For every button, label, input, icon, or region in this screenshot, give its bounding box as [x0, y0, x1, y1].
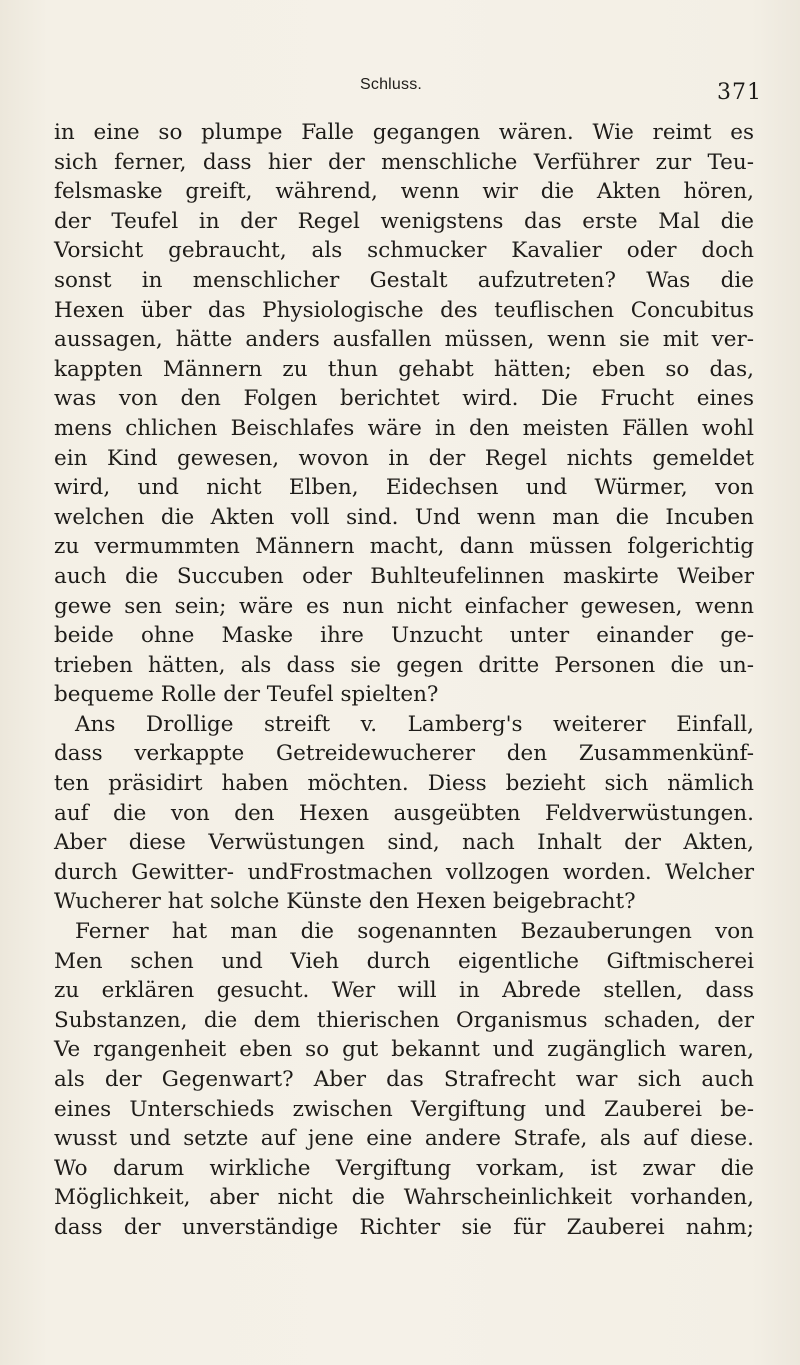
text-line: auf die von den Hexen ausgeübten Feldverwüstungen. [54, 800, 754, 826]
text-line: Substanzen, die dem thierischen Organismus schaden, der [54, 1007, 754, 1033]
text-line: mens chlichen Beischlafes wäre in den meisten Fällen wohl [54, 415, 754, 441]
body-text [54, 118, 754, 1243]
text-line: Ferner hat man die sogenannten Bezauberungen von [75, 919, 754, 945]
page-header [0, 76, 800, 116]
text-line: gewe sen sein; wäre es nun nicht einfacher gewesen, wenn [54, 593, 754, 619]
text-line: als der Gegenwart? Aber das Strafrecht war sich auch [54, 1067, 754, 1092]
text-line: in eine so plumpe Falle gegangen wären. Wie reimt es [54, 120, 754, 145]
text-line: was von den Folgen berichtet wird. Die Frucht eines [54, 386, 754, 412]
text-line: kappten Männern zu thun gehabt hätten; eben so das, [54, 356, 754, 382]
text-line: der Teufel in der Regel wenigstens das erste Mal die [54, 208, 754, 234]
text-line: eines Unterschieds zwischen Vergiftung und Zauberei be- [54, 1096, 754, 1122]
text-line: trieben hätten, als dass sie gegen dritte Personen die un- [54, 652, 754, 678]
text-line: durch Gewitter- undFrostmachen vollzogen worden. Welcher [54, 859, 754, 885]
text-line: zu vermummten Männern macht, dann müssen folgerichtig [54, 534, 754, 560]
text-line: sonst in menschlicher Gestalt aufzutreten? Was die [54, 267, 754, 293]
text-line: felsmaske greift, während, wenn wir die Akten hören, [54, 179, 754, 205]
text-line: zu erklären gesucht. Wer will in Abrede stellen, dass [54, 978, 754, 1004]
text-line: ein Kind gewesen, wovon in der Regel nichts gemeldet [54, 445, 754, 471]
text-line: wusst und setzte auf jene eine andere Strafe, als auf diese. [54, 1126, 754, 1152]
text-line: welchen die Akten voll sind. Und wenn man die Incuben [54, 504, 754, 530]
text-line: Möglichkeit, aber nicht die Wahrscheinlichkeit vorhanden, [54, 1185, 754, 1211]
text-line: aussagen, hätte anders ausfallen müssen, wenn sie mit ver- [54, 327, 754, 353]
text-line: auch die Succuben oder Buhlteufelinnen maskirte Weiber [54, 563, 754, 589]
text-line: Ve rgangenheit eben so gut bekannt und zugänglich waren, [54, 1037, 754, 1063]
text-line: sich ferner, dass hier der menschliche Verführer zur Teu- [54, 149, 754, 175]
text-line: Men schen und Vieh durch eigentliche Giftmischerei [54, 948, 754, 974]
text-line: Aber diese Verwüstungen sind, nach Inhalt der Akten, [54, 830, 754, 856]
text-line: Ans Drollige streift v. Lamberg's weiterer Einfall, [75, 711, 754, 737]
text-line: Vorsicht gebraucht, als schmucker Kavalier oder doch [54, 238, 754, 264]
text-line: Wo darum wirkliche Vergiftung vorkam, ist zwar die [54, 1155, 754, 1181]
running-title: Schluss. [360, 76, 423, 93]
text-line: dass verkappte Getreidewucherer den Zusammenkünf- [54, 741, 754, 767]
text-line: dass der unverständige Richter sie für Zauberei nahm; [54, 1214, 754, 1240]
text-line: Hexen über das Physiologische des teuflischen Concubitus [54, 297, 754, 323]
text-line: Wucherer hat solche Künste den Hexen beigebracht? [54, 889, 636, 915]
text-line: bequeme Rolle der Teufel spielten? [54, 682, 439, 708]
page-number: 371 [717, 80, 762, 105]
text-line: wird, und nicht Elben, Eidechsen und Würmer, von [54, 475, 754, 501]
text-line: beide ohne Maske ihre Unzucht unter einander ge- [54, 623, 754, 649]
text-line: ten präsidirt haben möchten. Diess bezieht sich nämlich [54, 771, 754, 797]
